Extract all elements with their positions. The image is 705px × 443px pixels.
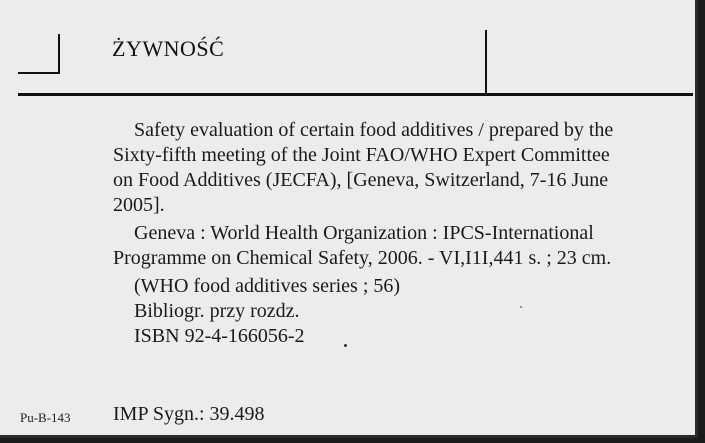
isbn: ISBN 92-4-166056-2 [134, 325, 305, 347]
paper-speck [520, 306, 522, 308]
publication-statement: Geneva : World Health Organization : IPCS-International Programme on Chemical Safety, 2006. - VI,I1I,441 s. ; 23 cm. [113, 222, 612, 269]
bibliographic-entry [113, 118, 633, 349]
paper-speck [344, 344, 347, 347]
series-statement: (WHO food additives series ; 56) [134, 275, 401, 297]
corner-bracket-mark [18, 34, 60, 74]
horizontal-rule [18, 93, 693, 96]
call-number: IMP Sygn.: 39.498 [113, 403, 265, 425]
vertical-rule [485, 30, 487, 94]
shelfmark-code: Pu-B-143 [20, 410, 71, 425]
title-statement: Safety evaluation of certain food additives / prepared by the Sixty-fifth meeting of the Joint FAO/WHO Expert Committee on Food Additives (JECFA), [Geneva, Switzerland, 7-16 June 2005]. [113, 119, 614, 216]
subject-heading: ŻYWNOŚĆ [112, 36, 225, 61]
bibliography-note: Bibliogr. przy rozdz. [134, 300, 300, 322]
